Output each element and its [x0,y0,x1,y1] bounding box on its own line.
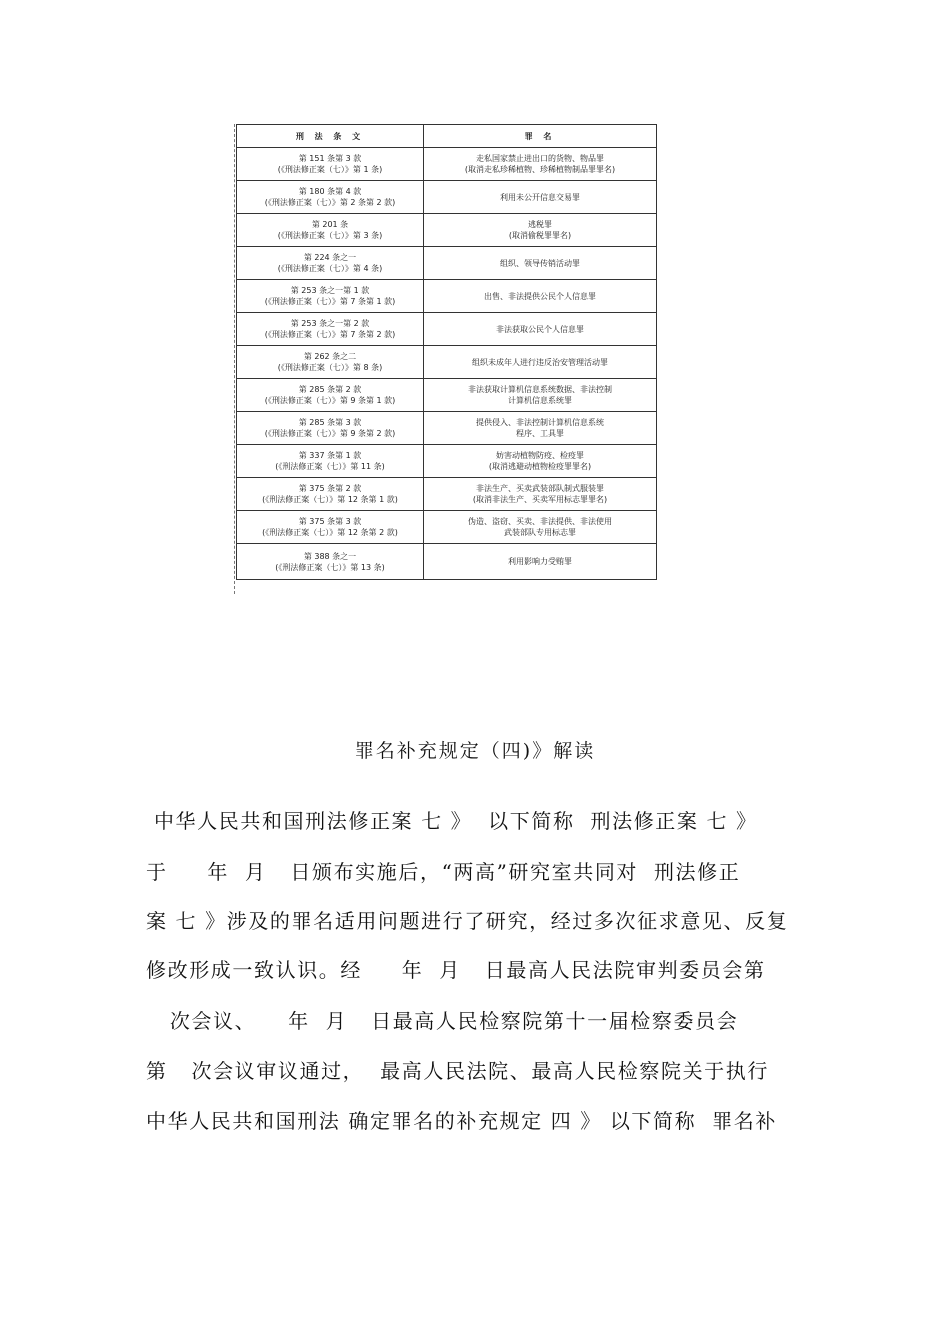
table-row [237,379,657,412]
article-cell: 第 253 条之一第 1 款 (《刑法修正案（七）》第 7 条第 1 款) [237,280,424,313]
table-row [237,313,657,346]
article-cell: 第 151 条第 3 款 (《刑法修正案（七）》第 1 条) [237,148,424,181]
article-cell: 第 180 条第 4 款 (《刑法修正案（七）》第 2 条第 2 款) [237,181,424,214]
table-row [237,445,657,478]
article-cell: 第 253 条之一第 2 款 (《刑法修正案（七）》第 7 条第 2 款) [237,313,424,346]
table-row [237,511,657,544]
table-row [237,247,657,280]
crime-cell: 组织、领导传销活动罪 [424,247,657,280]
table-row [237,544,657,580]
crime-cell: 组织未成年人进行违反治安管理活动罪 [424,346,657,379]
paragraph-line: 次会议、 年 月 日最高人民检察院第十一届检察委员会 [146,1009,739,1033]
paragraph-line: 中华人民共和国刑法 确定罪名的补充规定 四 》 以下简称 罪名补 [146,1109,777,1133]
header-crime: 罪 名 [424,125,657,148]
table-row [237,181,657,214]
table-row [237,412,657,445]
paragraph-line: 修改形成一致认识。经 年 月 日最高人民法院审判委员会第 [146,958,766,982]
header-article: 刑 法 条 文 [237,125,424,148]
table-body [237,148,657,580]
article-cell: 第 201 条 (《刑法修正案（七）》第 3 条) [237,214,424,247]
crime-cell: 逃税罪 (取消偷税罪罪名) [424,214,657,247]
crime-cell: 提供侵入、非法控制计算机信息系统 程序、工具罪 [424,412,657,445]
crime-cell: 妨害动植物防疫、检疫罪 (取消逃避动植物检疫罪罪名) [424,445,657,478]
table-row [237,346,657,379]
crime-cell: 非法获取公民个人信息罪 [424,313,657,346]
paragraph-line: 中华人民共和国刑法修正案 七 》 以下简称 刑法修正案 七 》 [146,809,758,833]
article-cell: 第 375 条第 3 款 (《刑法修正案（七）》第 12 条第 2 款) [237,511,424,544]
paragraph-line: 案 七 》涉及的罪名适用问题进行了研究，经过多次征求意见、反复 [146,909,789,933]
article-cell: 第 337 条第 1 款 (《刑法修正案（七）》第 11 条) [237,445,424,478]
crime-cell: 伪造、盗窃、买卖、非法提供、非法使用 武装部队专用标志罪 [424,511,657,544]
document-heading: 罪名补充规定（四)》解读 [354,740,596,762]
crime-cell: 非法获取计算机信息系统数据、非法控制 计算机信息系统罪 [424,379,657,412]
crime-cell: 利用影响力受贿罪 [424,544,657,580]
table-header-row [237,125,657,148]
article-cell: 第 262 条之二 (《刑法修正案（七）》第 8 条) [237,346,424,379]
table-row [237,214,657,247]
crime-cell: 走私国家禁止进出口的货物、物品罪 (取消走私珍稀植物、珍稀植物制品罪罪名) [424,148,657,181]
table-row [237,280,657,313]
article-cell: 第 388 条之一 (《刑法修正案（七）》第 13 条) [237,544,424,580]
crime-cell: 出售、非法提供公民个人信息罪 [424,280,657,313]
crime-table [236,124,657,580]
article-cell: 第 285 条第 3 款 (《刑法修正案（七）》第 9 条第 2 款) [237,412,424,445]
paragraph-line: 于 年 月 日颁布实施后，“两高”研究室共同对 刑法修正 [146,860,741,884]
crime-cell: 利用未公开信息交易罪 [424,181,657,214]
crime-cell: 非法生产、买卖武装部队制式服装罪 (取消非法生产、买卖军用标志罪罪名) [424,478,657,511]
paragraph-line: 第 次会议审议通过， 最高人民法院、最高人民检察院关于执行 [146,1059,769,1083]
crime-table-image [236,124,656,580]
table-row [237,148,657,181]
article-cell: 第 285 条第 2 款 (《刑法修正案（七）》第 9 条第 1 款) [237,379,424,412]
table-row [237,478,657,511]
article-cell: 第 224 条之一 (《刑法修正案（七）》第 4 条) [237,247,424,280]
article-cell: 第 375 条第 2 款 (《刑法修正案（七）》第 12 条第 1 款) [237,478,424,511]
scan-edge-marks [234,124,235,594]
